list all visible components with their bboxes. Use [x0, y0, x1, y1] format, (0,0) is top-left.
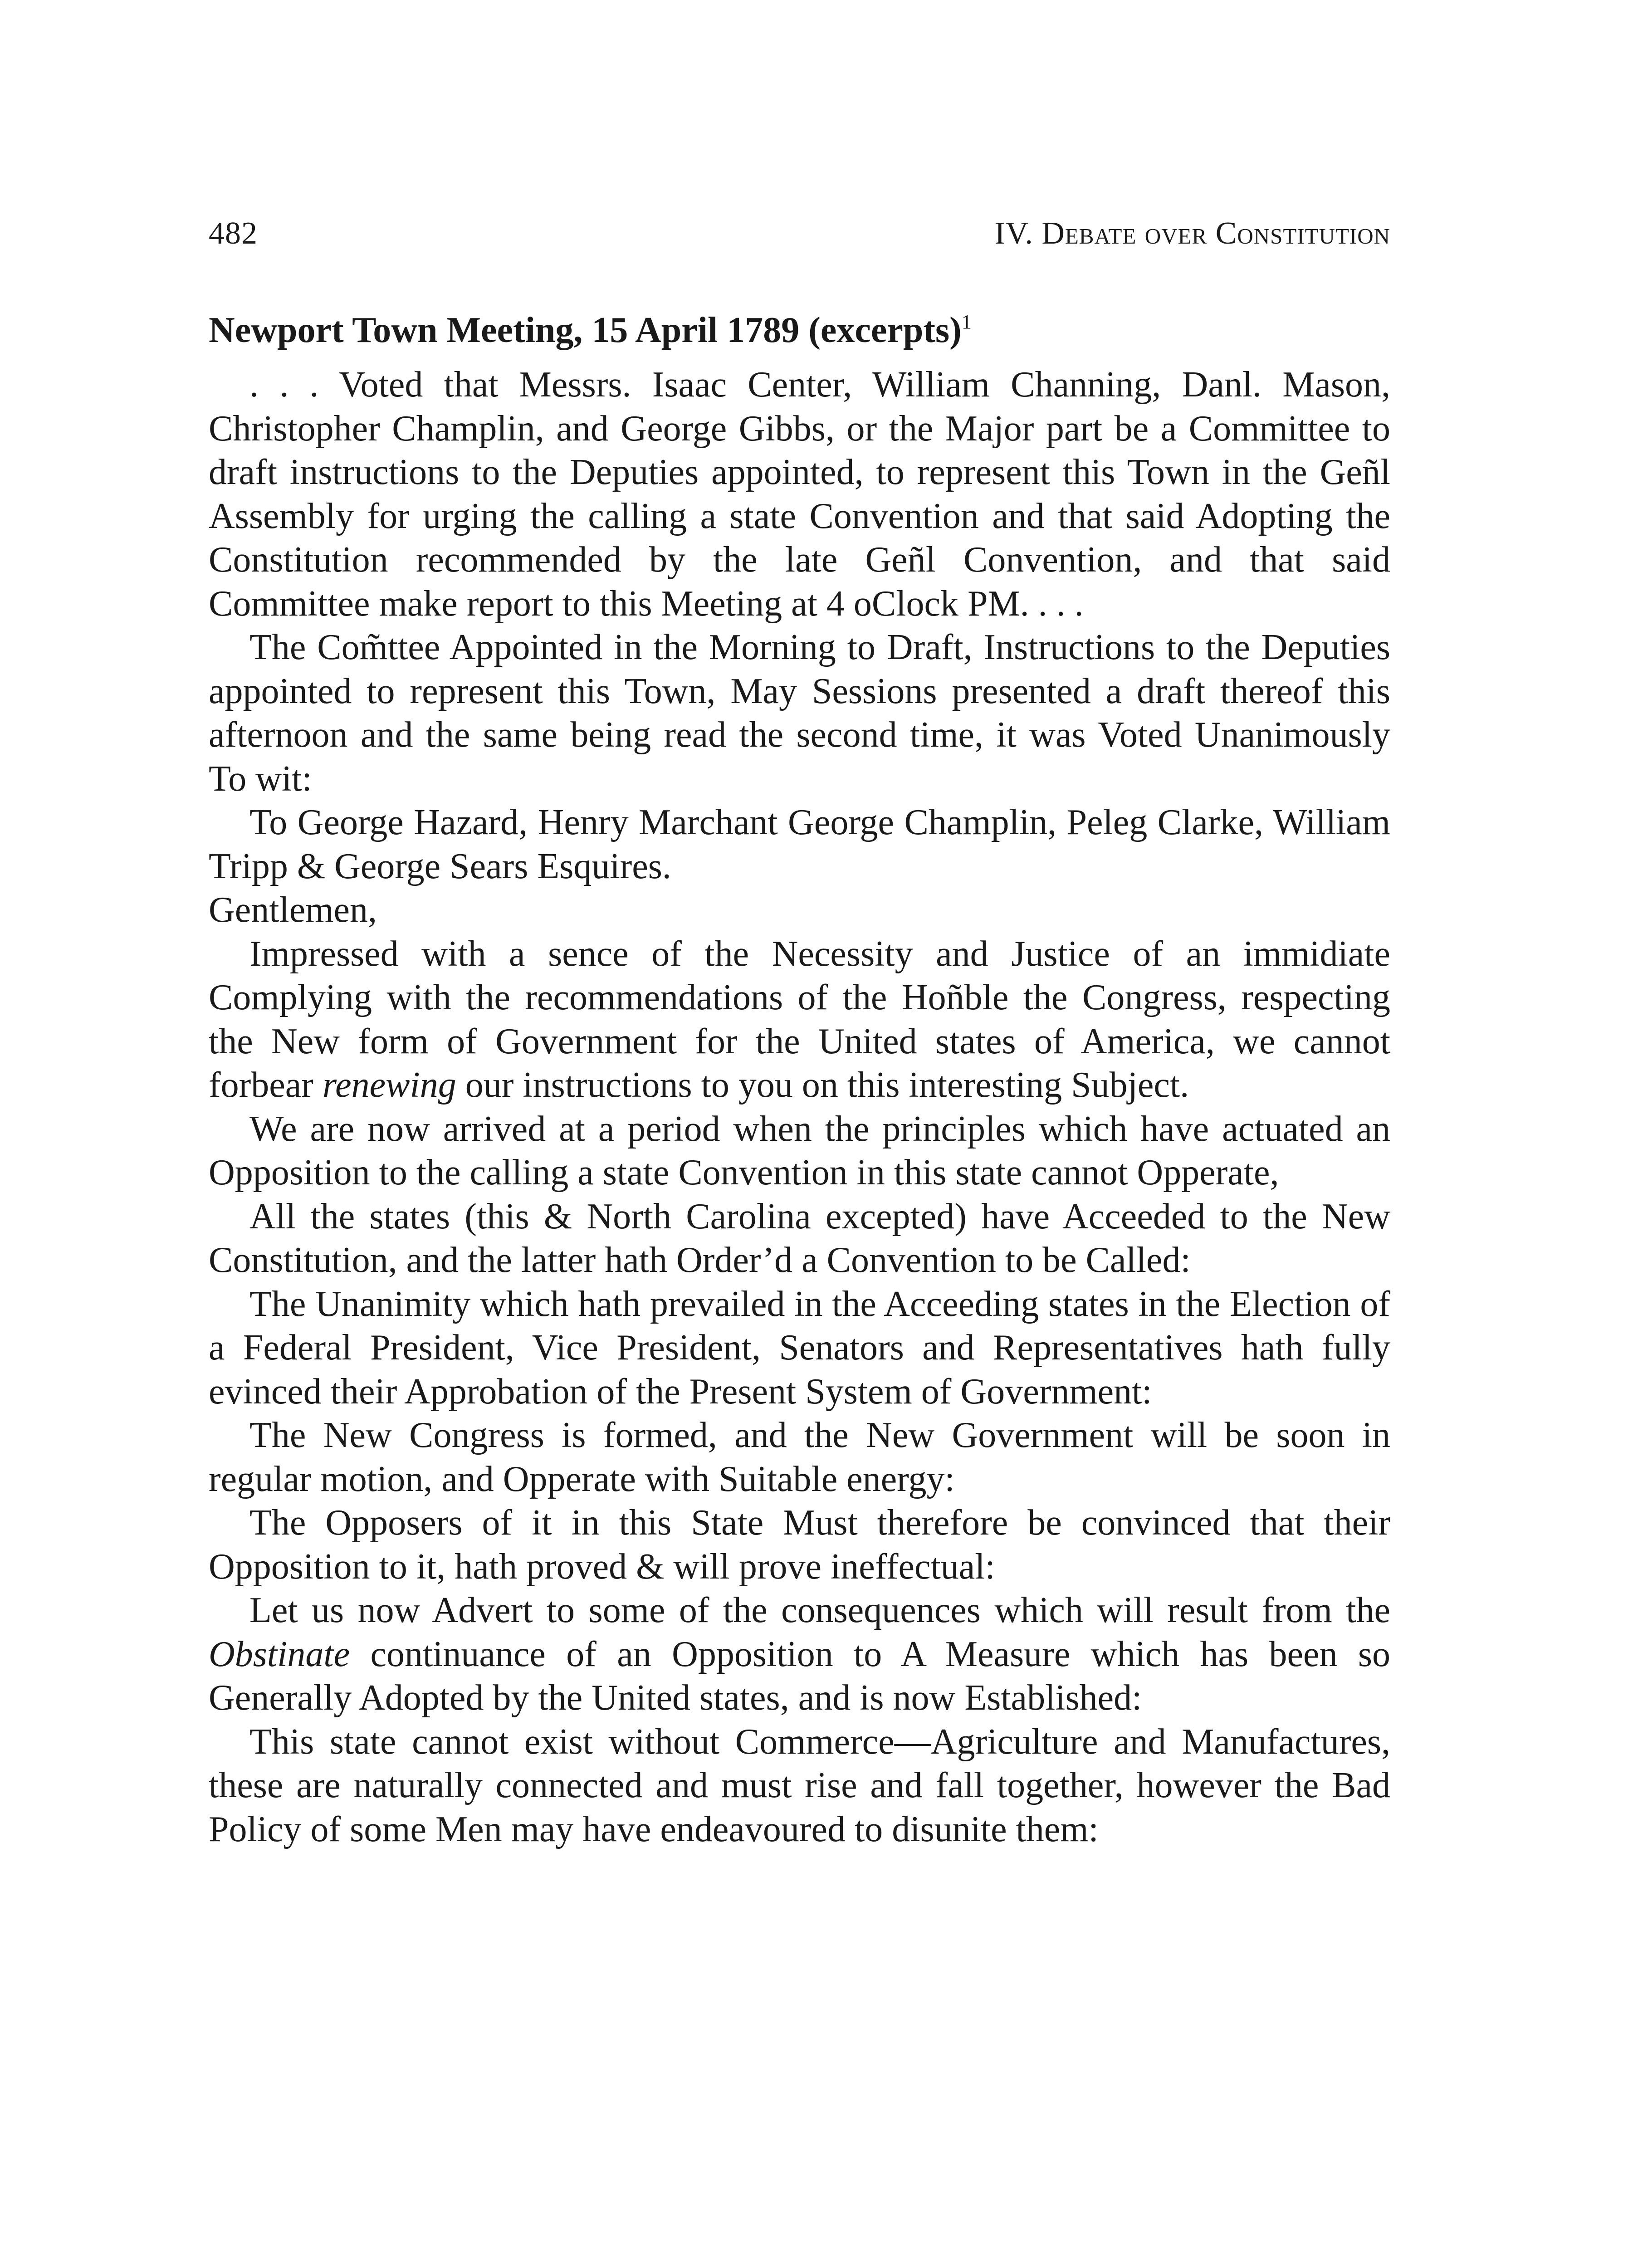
document-heading	[209, 308, 1390, 352]
paragraph-unanimity	[209, 1282, 1390, 1414]
paragraph-committee-report	[209, 626, 1390, 801]
paragraph-text: All the states (this & North Carolina excepted) have Acceeded to the New Constitution, and the latter hath Order’d a Convention to be Called:	[209, 1196, 1390, 1280]
paragraph-text: This state cannot exist without Commerce—Agriculture and Manufactures, these are naturally connected and must rise and fall together, however the Bad Policy of some Men may have endeavoured to disunite them:	[209, 1721, 1390, 1849]
running-head	[209, 213, 1390, 254]
emphasis-text: renewing	[322, 1065, 456, 1105]
paragraph-text: continuance of an Opposition to A Measure which has been so Generally Adopted by the United states, and is now Established:	[209, 1634, 1390, 1718]
paragraph-text: The Com̃ttee Appointed in the Morning to Draft, Instructions to the Deputies appointed to represent this Town, May Sessions presented a draft thereof this afternoon and the same being read the second time, it was Voted Unanimously To wit:	[209, 627, 1390, 799]
paragraph-text: The Opposers of it in this State Must therefore be convinced that their Opposition to it, hath proved & will prove ineffectual:	[209, 1503, 1390, 1587]
paragraph-period	[209, 1107, 1390, 1195]
paragraph-text: To George Hazard, Henry Marchant George Champlin, Peleg Clarke, William Tripp & George Sears Esquires.	[209, 802, 1390, 886]
paragraph-text: Let us now Advert to some of the consequences which will result from the	[249, 1590, 1390, 1630]
emphasis-text: Obstinate	[209, 1634, 350, 1674]
section-title: IV. Debate over Constitution	[994, 216, 1390, 251]
paragraph-text: We are now arrived at a period when the principles which have actuated an Opposition to the calling a state Convention in this state cannot Opperate,	[209, 1109, 1390, 1193]
salutation	[209, 888, 1390, 932]
paragraph-text: The Unanimity which hath prevailed in the Acceeding states in the Election of a Federal President, Vice President, Senators and Representatives hath fully evinced their Approbation of the Present System of Government:	[209, 1284, 1390, 1412]
document-body	[209, 363, 1390, 1851]
paragraph-instructions	[209, 932, 1390, 1107]
page-number: 482	[209, 216, 258, 251]
paragraph-opposers	[209, 1501, 1390, 1589]
paragraph-text: The New Congress is formed, and the New Government will be soon in regular motion, and Opperate with Suitable energy:	[209, 1415, 1390, 1499]
footnote-marker: 1	[961, 311, 972, 333]
heading-text: Newport Town Meeting, 15 April 1789 (excerpts)	[209, 310, 962, 350]
paragraph-text: our instructions to you on this interesting Subject.	[456, 1065, 1189, 1105]
paragraph-new-congress	[209, 1413, 1390, 1501]
paragraph-states	[209, 1195, 1390, 1282]
paragraph-vote	[209, 363, 1390, 626]
paragraph-text: Gentlemen,	[209, 890, 377, 930]
paragraph-commerce	[209, 1720, 1390, 1852]
paragraph-text: Impressed with a sence of the Necessity and Justice of an immidiate Complying with the recommendations of the Hoñble the Congress, respecting the New form of Government for the United states of America, we cannot forbear	[209, 934, 1390, 1105]
paragraph-address	[209, 801, 1390, 888]
document-page	[209, 0, 1390, 2268]
paragraph-consequences	[209, 1589, 1390, 1720]
paragraph-text: . . . Voted that Messrs. Isaac Center, William Channing, Danl. Mason, Christopher Champlin, and George Gibbs, or the Major part be a Committee to draft instructions to the Deputies appointed, to represent this Town in the Geñl Assembly for urging the calling a state Convention and that said Adopting the Constitution recommended by the late Geñl Convention, and that said Committee make report to this Meeting at 4 oClock PM. . . .	[209, 365, 1390, 624]
